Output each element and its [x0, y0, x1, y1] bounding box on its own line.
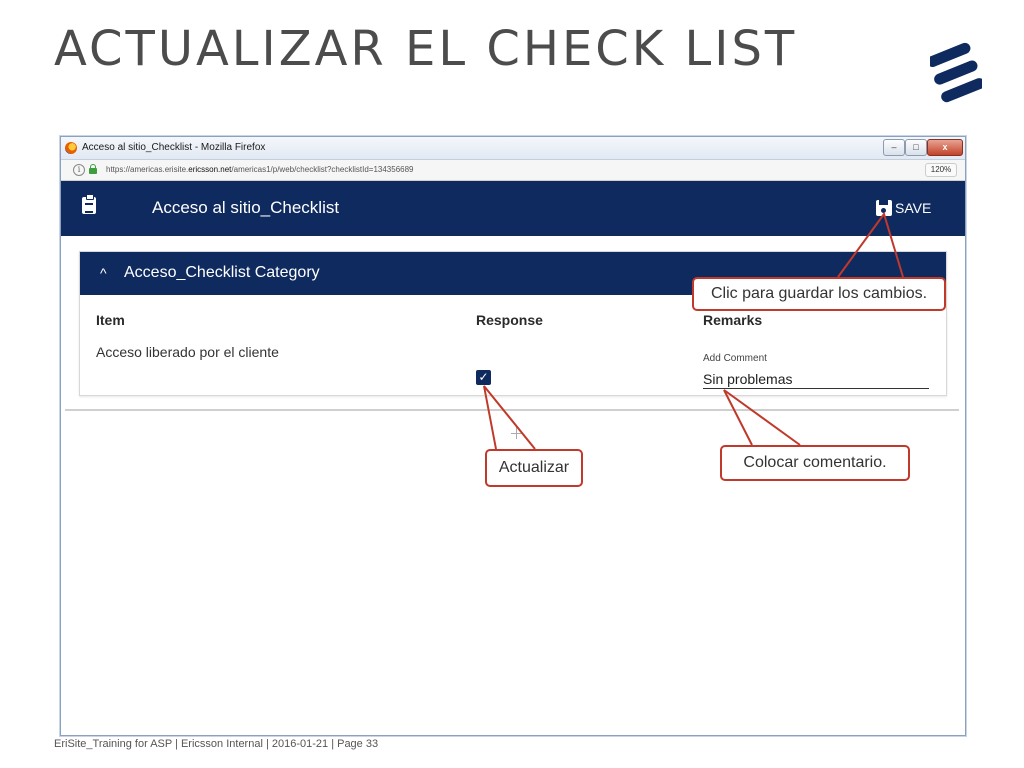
- category-title: Acceso_Checklist Category: [124, 264, 320, 281]
- app-header: [61, 181, 965, 236]
- firefox-icon: [65, 142, 77, 154]
- minimize-button[interactable]: –: [883, 139, 905, 156]
- column-header-remarks: Remarks: [703, 312, 763, 328]
- checklist-item-text: Acceso liberado por el cliente: [96, 344, 279, 360]
- slide-footer: EriSite_Training for ASP | Ericsson Internal | 2016-01-21 | Page 33: [54, 738, 379, 750]
- save-icon: [876, 200, 892, 216]
- url-text[interactable]: https://americas.erisite.ericsson.net/americas1/p/web/checklist?checklistId=134356689: [106, 165, 414, 174]
- crosshair-cursor-icon: [511, 427, 523, 439]
- lock-icon: [89, 168, 97, 174]
- callout-update: Actualizar: [485, 449, 583, 487]
- comment-label: Add Comment: [703, 353, 767, 364]
- callout-save: Clic para guardar los cambios.: [692, 277, 946, 311]
- app-title: Acceso al sitio_Checklist: [152, 198, 340, 217]
- clipboard-icon: [82, 197, 96, 214]
- browser-window: [60, 136, 966, 736]
- save-button[interactable]: [876, 198, 931, 218]
- ericsson-logo: [930, 40, 982, 106]
- save-label: SAVE: [895, 200, 932, 216]
- callout-comment: Colocar comentario.: [720, 445, 910, 481]
- comment-input[interactable]: [703, 369, 929, 389]
- close-button[interactable]: x: [927, 139, 963, 156]
- maximize-button[interactable]: □: [905, 139, 927, 156]
- content-divider: [65, 409, 959, 411]
- window-titlebar: [61, 137, 965, 160]
- chevron-up-icon[interactable]: ^: [100, 265, 107, 281]
- url-bar[interactable]: [61, 160, 965, 181]
- category-card: [79, 251, 947, 396]
- info-icon[interactable]: i: [73, 164, 85, 176]
- slide-title: ACTUALIZAR EL CHECK LIST: [54, 21, 798, 77]
- column-header-item: Item: [96, 312, 125, 328]
- column-header-response: Response: [476, 312, 543, 328]
- response-checkbox[interactable]: ✓: [476, 370, 491, 385]
- zoom-level[interactable]: 120%: [925, 163, 957, 177]
- window-title: Acceso al sitio_Checklist - Mozilla Firefox: [82, 142, 266, 153]
